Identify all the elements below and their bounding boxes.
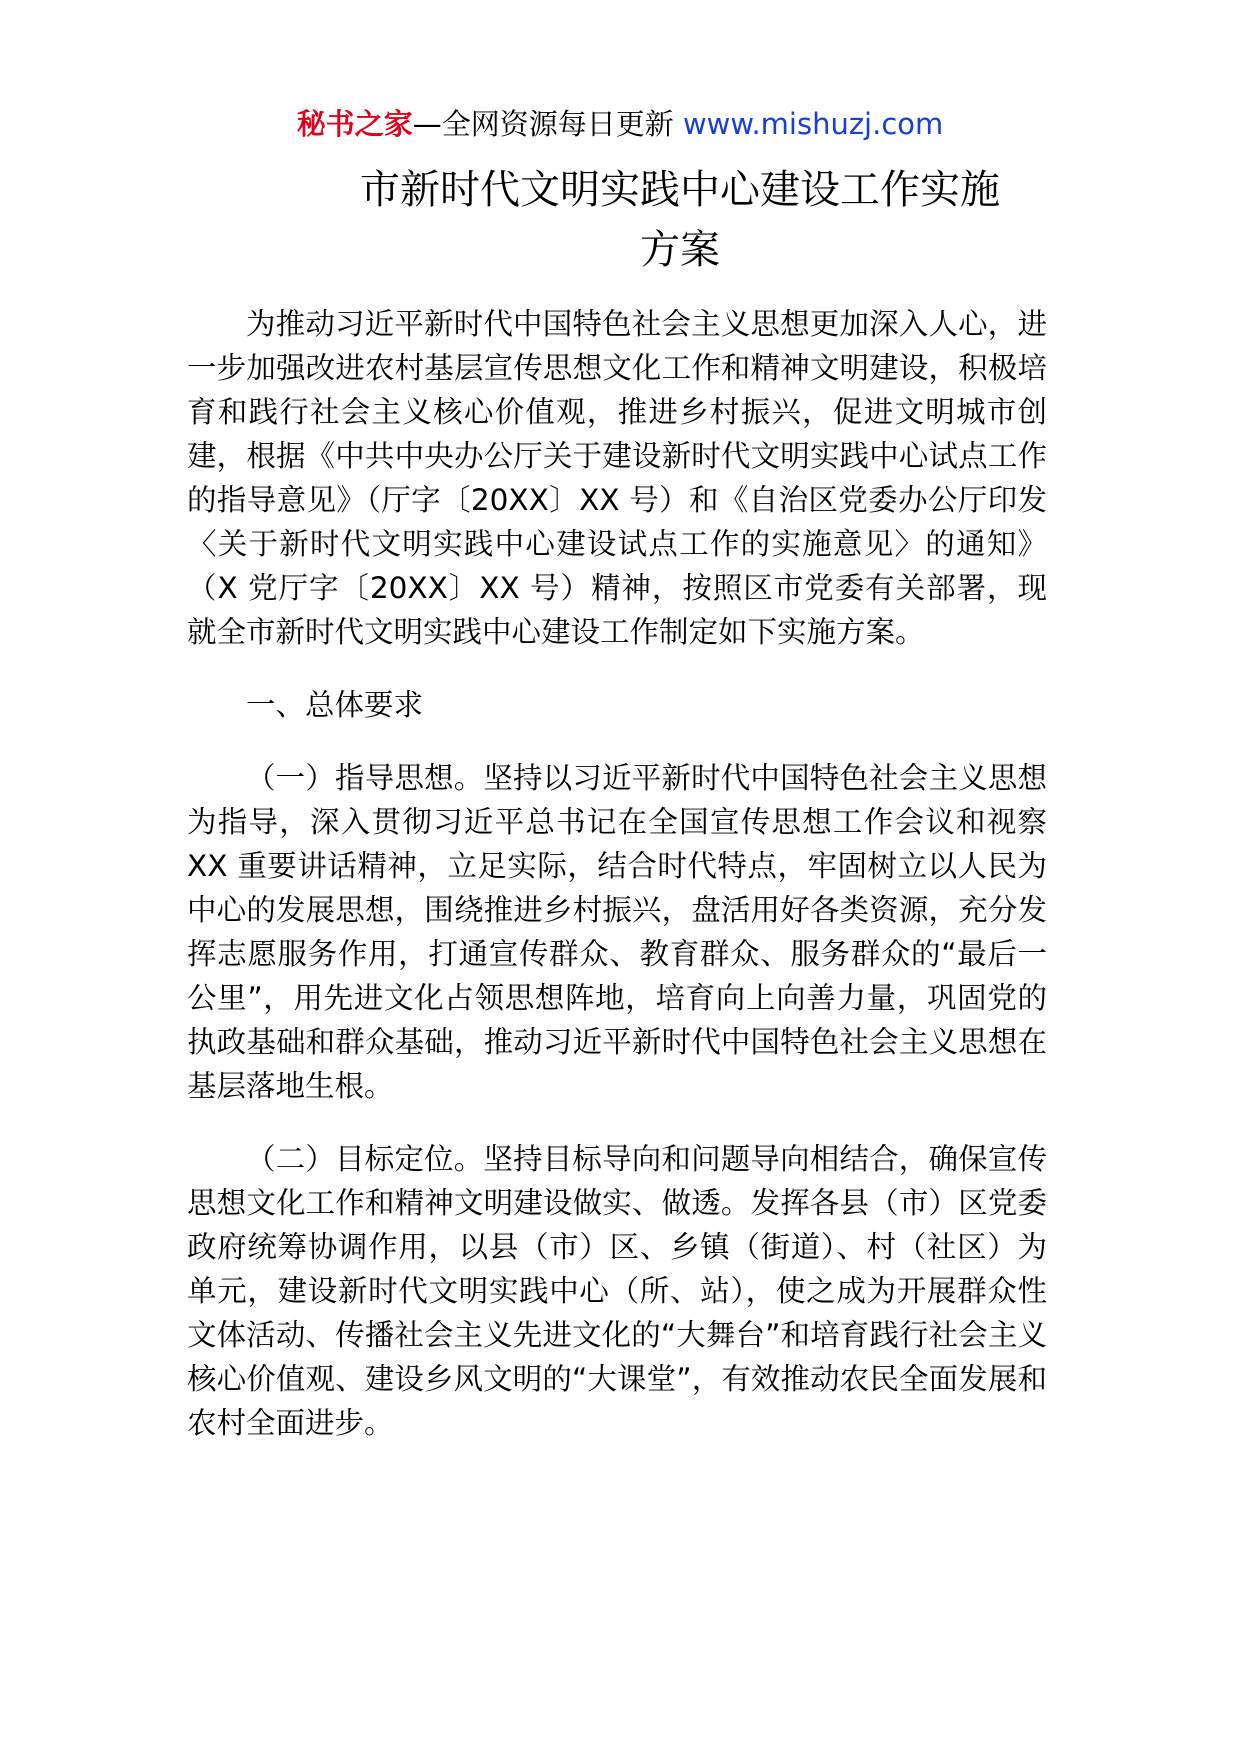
guiding-ideology-paragraph: （一）指导思想。坚持以习近平新时代中国特色社会主义思想为指导，深入贯彻习近平总书记在全国宣传思想工作会议和视察 XX 重要讲话精神，立足实际，结合时代特点，牢固树立以人民为中心的发展思想，围绕推进乡村振兴，盘活用好各类资源，充分发挥志愿服务作用，打通宣传群众、教育群众、服务群众的“最后一公里”，用先进文化占领思想阵地，培育向上向善力量，巩固党的执政基础和群众基础，推动习近平新时代中国特色社会主义思想在基层落地生根。 bbox=[187, 761, 1047, 1103]
section-heading: 一、总体要求 bbox=[246, 688, 424, 722]
site-link[interactable]: www.mishuzj.com bbox=[682, 107, 944, 141]
header-slogan: —全网资源每日更新 bbox=[412, 107, 683, 141]
intro-paragraph: 为推动习近平新时代中国特色社会主义思想更加深入人心，进一步加强改进农村基层宣传思想文化工作和精神文明建设，积极培育和践行社会主义核心价值观，推进乡村振兴，促进文明城市创建，根据《中共中央办公厅关于建设新时代文明实践中心试点工作的指导意见》（厅字〔20XX〕XX 号）和《自治区党委办公厅印发〈关于新时代文明实践中心建设试点工作的实施意见〉的通知》（X 党厅字〔20XX〕XX 号）精神，按照区市党委有关部署，现就全市新时代文明实践中心建设工作制定如下实施方案。 bbox=[187, 307, 1047, 649]
watermark-header bbox=[0, 104, 1240, 144]
title-line-1: 市新时代文明实践中心建设工作实施 bbox=[360, 167, 1000, 213]
document-title bbox=[280, 160, 1080, 280]
goal-positioning-paragraph: （二）目标定位。坚持目标导向和问题导向相结合，确保宣传思想文化工作和精神文明建设做实、做透。发挥各县（市）区党委政府统筹协调作用，以县（市）区、乡镇（街道）、村（社区）为单元，建设新时代文明实践中心（所、站），使之成为开展群众性文体活动、传播社会主义先进文化的“大舞台”和培育践行社会主义核心价值观、建设乡风文明的“大课堂”，有效推动农民全面发展和农村全面进步。 bbox=[187, 1142, 1047, 1440]
title-line-2: 方案 bbox=[640, 227, 720, 273]
brand-name: 秘书之家 bbox=[296, 107, 413, 141]
document-body bbox=[187, 302, 1047, 1445]
